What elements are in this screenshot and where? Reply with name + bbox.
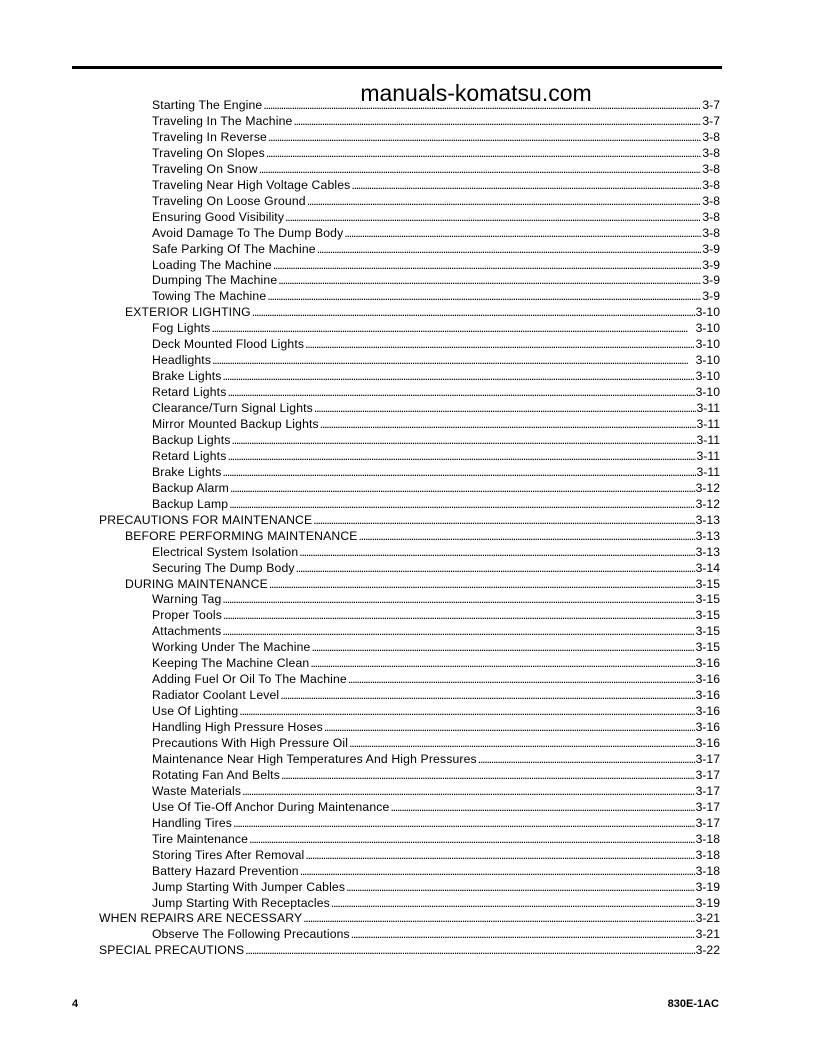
toc-entry-title: Towing The Machine [152, 289, 267, 304]
dot-leader [229, 496, 694, 512]
toc-entry[interactable] [152, 432, 720, 448]
toc-entry-title: SPECIAL PRECAUTIONS [99, 943, 245, 958]
dot-leader [310, 655, 694, 671]
toc-entry[interactable] [152, 591, 720, 607]
toc-entry-title: Backup Alarm [152, 480, 229, 495]
dot-leader [285, 209, 701, 225]
toc-entry-page: 3-16 [695, 688, 720, 703]
toc-entry-title: Ensuring Good Visibility [152, 209, 285, 224]
toc-entry-title: Observe The Following Precautions [152, 927, 350, 942]
dot-leader [331, 895, 695, 911]
dot-leader [273, 257, 702, 273]
toc-entry-page: 3-7 [702, 113, 720, 128]
toc-entry[interactable] [152, 97, 720, 113]
dot-leader [293, 113, 701, 129]
toc-entry-title: Securing The Dump Body [152, 560, 295, 575]
toc-entry-page: 3-17 [695, 799, 720, 814]
toc-entry-page: 3-10 [695, 337, 720, 352]
toc-entry-page: 3-10 [695, 353, 720, 368]
toc-entry[interactable] [152, 735, 720, 751]
toc-entry-title: Precautions With High Pressure Oil [152, 736, 349, 750]
toc-entry-page: 3-13 [695, 512, 720, 527]
toc-entry-title: Traveling In The Machine [152, 113, 293, 128]
toc-entry-title: Use Of Tie-Off Anchor During Maintenance [152, 799, 390, 814]
toc-entry[interactable] [152, 544, 720, 560]
toc-entry-page: 3-14 [695, 560, 720, 575]
dot-leader [313, 512, 694, 528]
toc-entry[interactable] [152, 272, 720, 288]
toc-entry-page: 3-9 [702, 257, 720, 272]
dot-leader [259, 161, 702, 177]
dot-leader [223, 607, 695, 623]
toc-entry-title: EXTERIOR LIGHTING [125, 305, 251, 320]
toc-entry[interactable] [125, 528, 720, 544]
toc-entry-page: 3-8 [702, 225, 720, 240]
toc-entry-page: 3-17 [695, 815, 720, 830]
toc-entry-page: 3-11 [696, 401, 720, 416]
toc-entry-title: DURING MAINTENANCE [125, 576, 268, 591]
dot-leader [311, 639, 694, 655]
dot-leader [245, 942, 694, 958]
footer-model: 830E-1AC [667, 998, 719, 1010]
toc-entry[interactable] [152, 623, 720, 639]
toc-entry-title: Maintenance Near High Temperatures And High Pressures [152, 751, 477, 766]
dot-leader [223, 464, 696, 480]
toc-entry[interactable] [152, 161, 720, 177]
dot-leader [359, 528, 695, 544]
toc-entry[interactable] [152, 400, 720, 416]
toc-entry-page: 3-12 [695, 480, 720, 495]
toc-entry-title: Safe Parking Of The Machine [152, 241, 316, 256]
toc-entry-page: 3-19 [695, 879, 720, 894]
toc-entry-title: Working Under The Machine [152, 640, 311, 655]
toc-entry[interactable] [152, 225, 720, 241]
toc-entry-title: Keeping The Machine Clean [152, 656, 310, 671]
toc-entry[interactable] [152, 464, 720, 480]
toc-entry[interactable] [152, 687, 720, 703]
dot-leader [349, 735, 694, 751]
toc-entry[interactable] [152, 703, 720, 719]
toc-entry-title: Electrical System Isolation [152, 544, 299, 559]
toc-entry-page: 3-11 [696, 417, 720, 431]
toc-entry[interactable] [152, 209, 720, 225]
toc-entry-page: 3-12 [695, 496, 720, 511]
dot-leader [351, 926, 695, 942]
toc-entry-title: Proper Tools [152, 608, 222, 623]
toc-entry-page: 3-16 [695, 656, 720, 671]
toc-entry-page: 3-18 [695, 847, 720, 862]
toc-entry-page: 3-10 [695, 321, 720, 336]
toc-entry[interactable] [152, 320, 720, 336]
toc-entry[interactable] [152, 496, 720, 512]
toc-entry-title: Traveling In Reverse [152, 129, 267, 144]
toc-entry-title: Backup Lamp [152, 496, 229, 511]
toc-entry-page: 3-22 [695, 943, 720, 958]
dot-leader [346, 879, 694, 895]
toc-entry-title: Attachments [152, 624, 222, 639]
toc-entry[interactable] [125, 576, 720, 592]
toc-entry-page: 3-18 [695, 863, 720, 878]
toc-entry-page: 3-16 [695, 720, 720, 735]
toc-entry-title: Warning Tag [152, 592, 222, 607]
toc-entry[interactable] [152, 448, 720, 464]
dot-leader [249, 831, 694, 847]
toc-entry[interactable] [152, 719, 720, 735]
toc-entry-page: 3-17 [695, 751, 720, 766]
toc-entry[interactable] [99, 512, 720, 528]
toc-entry-title: Fog Lights [152, 321, 211, 336]
dot-leader [222, 591, 694, 607]
toc-entry-title: Adding Fuel Or Oil To The Machine [152, 672, 347, 687]
toc-entry-title: Storing Tires After Removal [152, 847, 305, 862]
toc-entry[interactable] [125, 304, 720, 320]
toc-entry[interactable] [152, 177, 720, 193]
dot-leader [478, 751, 695, 767]
toc-entry-title: Deck Mounted Flood Lights [152, 337, 305, 352]
toc-entry-title: Headlights [152, 353, 212, 368]
toc-entry-title: Brake Lights [152, 464, 222, 479]
toc-entry-title: Use Of Lighting [152, 704, 239, 719]
toc-entry[interactable] [152, 879, 720, 895]
toc-entry[interactable] [152, 831, 720, 847]
toc-entry-page: 3-19 [695, 895, 720, 910]
toc-entry[interactable] [152, 384, 720, 400]
toc-entry[interactable] [152, 288, 720, 304]
toc-entry-page: 3-11 [696, 464, 720, 479]
toc-entry-page: 3-10 [695, 305, 720, 320]
toc-entry-page: 3-8 [702, 145, 720, 160]
toc-entry-page: 3-16 [695, 736, 720, 750]
toc-entry-page: 3-8 [702, 209, 720, 224]
toc-entry[interactable] [152, 336, 720, 352]
toc-entry[interactable] [152, 847, 720, 863]
toc-entry-page: 3-15 [695, 640, 720, 655]
toc-entry-title: WHEN REPAIRS ARE NECESSARY [99, 911, 303, 926]
toc-entry-title: Traveling On Snow [152, 161, 258, 176]
dot-leader [266, 145, 702, 161]
toc-entry-title: Avoid Damage To The Dump Body [152, 225, 344, 240]
toc-entry-page: 3-17 [695, 783, 720, 798]
dot-leader [267, 288, 701, 304]
toc-entry-title: Mirror Mounted Backup Lights [152, 417, 319, 431]
toc-entry-title: Traveling Near High Voltage Cables [152, 177, 351, 192]
dot-leader [268, 129, 701, 145]
dot-leader [239, 703, 694, 719]
toc-entry-title: Jump Starting With Receptacles [152, 895, 330, 910]
toc-entry[interactable] [152, 560, 720, 576]
footer-page-number: 4 [72, 998, 79, 1010]
toc-entry-page: 3-10 [695, 385, 720, 400]
toc-entry[interactable] [152, 783, 720, 799]
dot-leader [222, 623, 694, 639]
dot-leader [223, 368, 695, 384]
dot-leader [320, 416, 696, 432]
toc-entry[interactable] [152, 639, 720, 655]
toc-entry-page: 3-16 [695, 672, 720, 687]
dot-leader [263, 97, 701, 113]
watermark: manuals-komatsu.com [360, 80, 592, 106]
toc-entry[interactable] [152, 352, 720, 368]
toc-entry-page: 3-15 [695, 592, 720, 607]
dot-leader [344, 225, 701, 241]
toc-entry-page: 3-16 [695, 704, 720, 719]
toc-entry-page: 3-15 [695, 576, 720, 591]
toc-entry[interactable] [152, 416, 720, 432]
toc-entry[interactable] [152, 863, 720, 879]
dot-leader [212, 352, 695, 368]
toc-entry[interactable] [152, 671, 720, 687]
toc-entry-page: 3-21 [695, 911, 720, 926]
toc-entry-page: 3-11 [696, 432, 720, 447]
toc-entry-title: Waste Materials [152, 783, 242, 798]
toc-entry[interactable] [152, 145, 720, 161]
toc-entry[interactable] [152, 815, 720, 831]
toc-entry-title: Dumping The Machine [152, 273, 278, 288]
dot-leader [233, 815, 695, 831]
toc-entry-page: 3-9 [702, 241, 720, 256]
toc-entry[interactable] [152, 129, 720, 145]
toc-entry-title: PRECAUTIONS FOR MAINTENANCE [99, 512, 313, 527]
header-rule [72, 66, 722, 69]
toc-entry-title: Starting The Engine [152, 98, 263, 112]
toc-entry-page: 3-8 [702, 129, 720, 144]
toc-entry[interactable] [152, 895, 720, 911]
toc-entry[interactable] [152, 241, 720, 257]
toc-entry-title: Traveling On Loose Ground [152, 193, 306, 208]
dot-leader [300, 863, 695, 879]
dot-leader [269, 576, 695, 592]
toc-entry-title: Brake Lights [152, 369, 222, 384]
toc-entry-page: 3-7 [702, 98, 720, 112]
toc-entry[interactable] [152, 480, 720, 496]
toc-entry[interactable] [152, 113, 720, 129]
toc-entry-title: Jump Starting With Jumper Cables [152, 879, 346, 894]
dot-leader [351, 177, 701, 193]
dot-leader [280, 687, 694, 703]
toc-entry-title: Retard Lights [152, 385, 227, 400]
toc-entry[interactable] [152, 193, 720, 209]
dot-leader [227, 448, 695, 464]
toc-entry-page: 3-9 [702, 273, 720, 288]
toc-entry-page: 3-17 [695, 767, 720, 782]
toc-entry[interactable] [152, 655, 720, 671]
dot-leader [303, 910, 694, 926]
toc-entry-title: Loading The Machine [152, 257, 272, 272]
dot-leader [317, 241, 702, 257]
dot-leader [242, 783, 694, 799]
toc-entry-page: 3-8 [702, 161, 720, 176]
toc-entry-title: Backup Lights [152, 432, 231, 447]
toc-entry[interactable] [152, 926, 720, 942]
dot-leader [305, 847, 694, 863]
toc-entry-page: 3-8 [702, 193, 720, 208]
toc-entry-page: 3-15 [695, 624, 720, 639]
toc-entry-page: 3-18 [695, 831, 720, 846]
toc-entry-title: Radiator Coolant Level [152, 688, 280, 703]
dot-leader [278, 272, 701, 288]
toc-entry-page: 3-15 [695, 608, 720, 623]
dot-leader [230, 480, 695, 496]
dot-leader [348, 671, 695, 687]
toc-entry-page: 3-11 [696, 448, 720, 463]
dot-leader [252, 304, 695, 320]
toc-entry-title: Battery Hazard Prevention [152, 863, 299, 878]
dot-leader [211, 320, 694, 336]
toc-entry-page: 3-10 [695, 369, 720, 384]
dot-leader [299, 544, 694, 560]
toc-entry-title: Handling Tires [152, 815, 233, 830]
toc-entry-title: Retard Lights [152, 448, 227, 463]
toc-entry[interactable] [99, 910, 720, 926]
dot-leader [314, 400, 696, 416]
toc-entry-title: BEFORE PERFORMING MAINTENANCE [125, 528, 358, 543]
toc-entry-page: 3-13 [695, 544, 720, 559]
toc-entry-page: 3-13 [695, 528, 720, 543]
toc-entry[interactable] [152, 799, 720, 815]
dot-leader [281, 767, 695, 783]
dot-leader [232, 432, 696, 448]
toc-entry[interactable] [99, 942, 720, 958]
dot-leader [305, 336, 694, 352]
toc-entry[interactable] [152, 607, 720, 623]
toc-entry-page: 3-21 [695, 927, 720, 942]
toc-entry[interactable] [152, 767, 720, 783]
toc-entry[interactable] [152, 368, 720, 384]
dot-leader [307, 193, 702, 209]
toc-entry-title: Tire Maintenance [152, 831, 249, 846]
toc-entry-title: Clearance/Turn Signal Lights [152, 401, 313, 416]
toc-entry-page: 3-9 [702, 289, 720, 304]
toc-entry[interactable] [152, 751, 720, 767]
toc-entry-title: Handling High Pressure Hoses [152, 720, 323, 735]
toc-entry-title: Traveling On Slopes [152, 145, 265, 160]
dot-leader [390, 799, 694, 815]
toc-entry-page: 3-8 [702, 177, 720, 192]
dot-leader [227, 384, 694, 400]
toc-entry[interactable] [152, 257, 720, 273]
dot-leader [324, 719, 695, 735]
toc-entry-title: Rotating Fan And Belts [152, 767, 280, 782]
dot-leader [296, 560, 695, 576]
